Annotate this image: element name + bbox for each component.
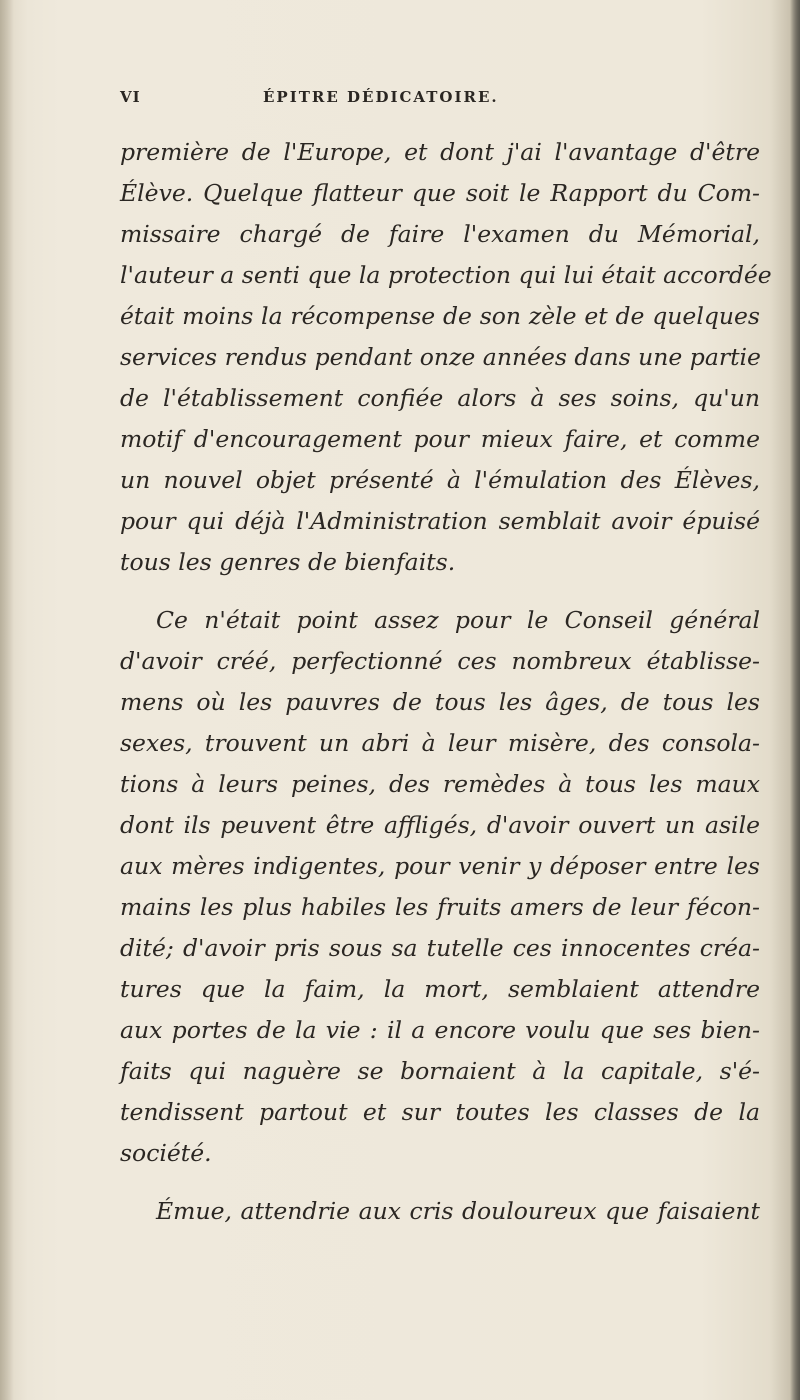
text-line: services rendus pendant onze années dans une partie bbox=[120, 343, 761, 371]
text-line: aux portes de la vie : il a encore voulu que ses bien- bbox=[120, 1016, 760, 1044]
text-line: motif d'encouragement pour mieux faire, et comme bbox=[120, 425, 760, 453]
paragraph-gap bbox=[120, 1174, 760, 1191]
text-line: dité; d'avoir pris sous sa tutelle ces innocentes créa- bbox=[120, 934, 760, 962]
text-line: missaire chargé de faire l'examen du Mémorial, bbox=[120, 220, 760, 248]
text-line: faits qui naguère se bornaient à la capitale, s'é- bbox=[120, 1057, 760, 1085]
text-line: un nouvel objet présenté à l'émulation des Élèves, bbox=[120, 466, 760, 494]
text-line: dont ils peuvent être affligés, d'avoir ouvert un asile bbox=[120, 811, 760, 839]
page-edge bbox=[790, 0, 800, 1400]
page-number: VI bbox=[120, 88, 141, 106]
text-line: aux mères indigentes, pour venir y déposer entre les bbox=[120, 852, 760, 880]
paragraph-last-line: société. bbox=[120, 1139, 212, 1167]
text-line: de l'établissement confiée alors à ses soins, qu'un bbox=[120, 384, 760, 412]
text-line: d'avoir créé, perfectionné ces nombreux établisse- bbox=[120, 647, 760, 675]
text-line: pour qui déjà l'Administration semblait avoir épuisé bbox=[120, 507, 760, 535]
paragraph-first-line: Ce n'était point assez pour le Conseil général bbox=[156, 606, 760, 634]
text-line: mens où les pauvres de tous les âges, de tous les bbox=[120, 688, 760, 716]
paragraph-first-line: Émue, attendrie aux cris douloureux que faisaient bbox=[156, 1197, 760, 1225]
text-line: première de l'Europe, et dont j'ai l'avantage d'être bbox=[120, 138, 760, 166]
gutter-shadow bbox=[0, 0, 14, 1400]
text-line: tendissent partout et sur toutes les classes de la bbox=[120, 1098, 760, 1126]
paragraph-gap bbox=[120, 583, 760, 600]
text-line: était moins la récompense de son zèle et de quelques bbox=[120, 302, 760, 330]
text-line: l'auteur a senti que la protection qui lui était accordée bbox=[120, 261, 772, 289]
paragraph-last-line: tous les genres de bienfaits. bbox=[120, 548, 456, 576]
running-title: ÉPITRE DÉDICATOIRE. bbox=[263, 88, 499, 106]
text-line: Élève. Quelque flatteur que soit le Rapport du Com- bbox=[120, 179, 760, 207]
text-line: tions à leurs peines, des remèdes à tous les maux bbox=[120, 770, 760, 798]
page-header bbox=[120, 88, 740, 114]
text-line: mains les plus habiles les fruits amers de leur fécon- bbox=[120, 893, 760, 921]
body-text bbox=[120, 132, 772, 1232]
text-line: sexes, trouvent un abri à leur misère, des consola- bbox=[120, 729, 760, 757]
text-line: tures que la faim, la mort, semblaient attendre bbox=[120, 975, 760, 1003]
